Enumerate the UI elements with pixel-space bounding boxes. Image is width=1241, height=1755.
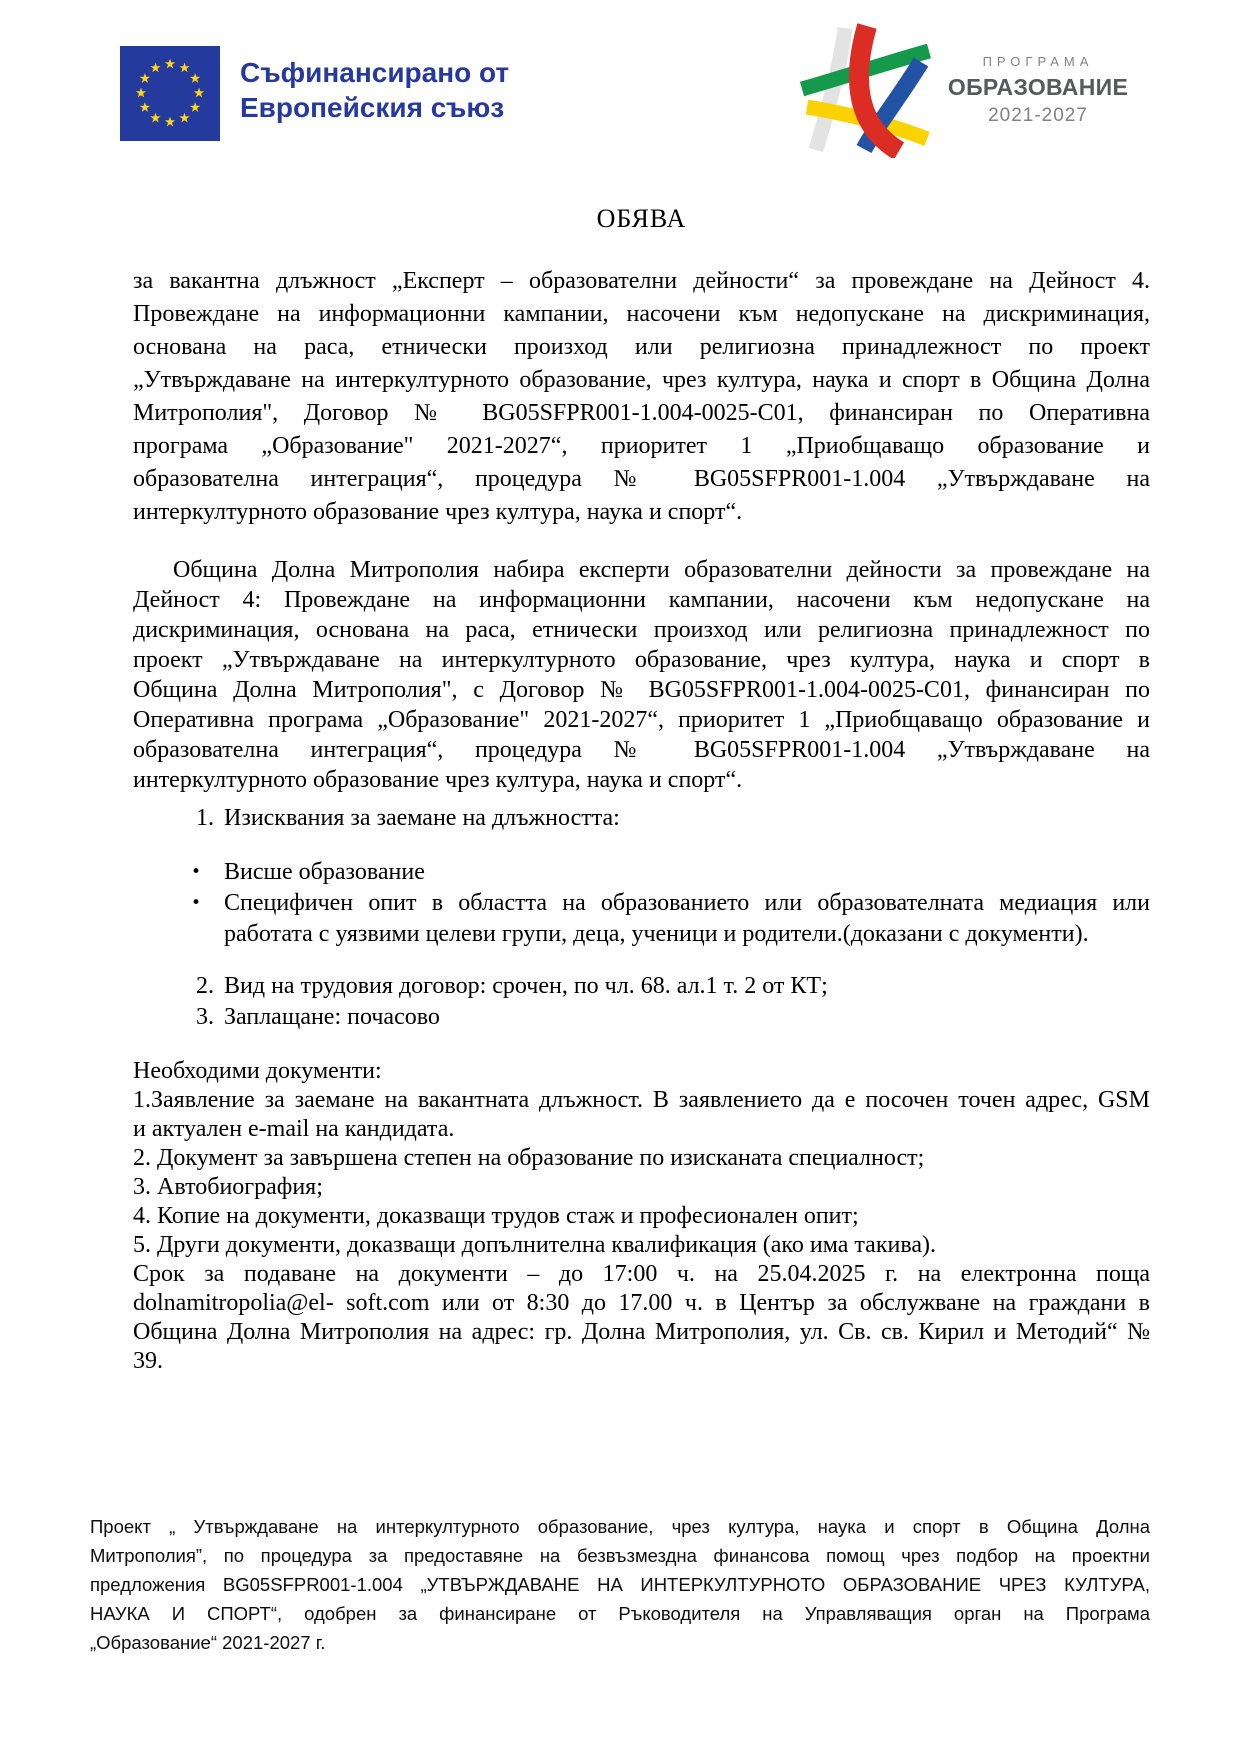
bullet-icon: • — [191, 862, 202, 882]
program-logo-program-label: ПРОГРАМА — [982, 54, 1094, 69]
requirement-bullet-experience-text: Специфичен опит в областта на образованието или образователната медиация или работата с уязвими целеви групи, деца, ученици и родители.(доказани с документи). — [224, 890, 1150, 947]
requirements-item-label: Изисквания за заемане на длъжността: — [224, 805, 620, 831]
eu-cofunded-line2: Европейския съюз — [240, 92, 505, 123]
requirements-item — [133, 803, 1150, 834]
deadline-paragraph: Срок за подаване на документи – до 17:00 ч. на 25.04.2025 г. на електронна поща dolnamitropolia@el- soft.com или от 8:30 до 17.00 ч. в Център за обслужване на граждани в Община Долна Митрополия на адрес: гр. Долна Митрополия, ул. Св. св. Кирил и Методий“ № 39. — [133, 1261, 1150, 1374]
program-logo-period-label: 2021-2027 — [988, 105, 1088, 126]
eu-cofunded-line1: Съфинансирано от — [240, 57, 510, 88]
payment-number: 3. — [196, 1004, 214, 1030]
payment-text: Заплащане: почасово — [224, 1004, 440, 1030]
documents-heading: Необходими документи: — [133, 1058, 382, 1084]
document-item-degree: 2. Документ за завършена степен на образование по изисканата специалност; — [133, 1145, 925, 1171]
document-item-other: 5. Други документи, доказващи допълнителна квалификация (ако има такива). — [133, 1232, 936, 1258]
document-item-experience-proof: 4. Копие на документи, доказващи трудов стаж и професионален опит; — [133, 1203, 859, 1229]
program-logo-education-label: ОБРАЗОВАНИЕ — [947, 74, 1129, 100]
requirement-bullet-education — [133, 857, 1150, 888]
page-title: ОБЯВА — [596, 204, 687, 233]
footer-project-note — [90, 1512, 1150, 1657]
document-item-application: 1.Заявление за заемане на вакантната длъжност. В заявлението да е посочен точен адрес, GSM и актуален e-mail на кандидата. — [133, 1087, 1150, 1142]
requirement-bullet-education-text: Висше образование — [224, 859, 425, 885]
requirement-bullet-experience — [133, 888, 1150, 950]
document-body — [133, 0, 1150, 1376]
contract-type-number: 2. — [196, 973, 214, 999]
bullet-icon: • — [191, 893, 202, 913]
announcement-paragraph-1: за вакантна длъжност „Експерт – образователни дейности“ за провеждане на Дейност 4. Провеждане на информационни кампании, насочени към недопускане на дискриминация, основана на раса, етнически произход или религиозна принадлежност по проект „Утвърждаване на интеркултурното образование, чрез култура, наука и спорт в Община Долна Митрополия", Договор № BG05SFPR001-1.004-0025-C01, финансиран по Оперативна програма „Образование" 2021-2027“, приоритет 1 „Приобщаващо образование и образователна интеграция“, процедура № BG05SFPR001-1.004 „Утвърждаване на интеркултурното образование чрез култура, наука и спорт“. — [133, 268, 1150, 525]
announcement-paragraph-2: Община Долна Митрополия набира експерти образователни дейности за провеждане на Дейност 4: Провеждане на информационни кампании, насочени към недопускане на дискриминация, основана на раса, етнически произход или религиозна принадлежност по проект „Утвърждаване на интеркултурното образование, чрез култура, наука и спорт в Община Долна Митрополия", с Договор № BG05SFPR001-1.004-0025-C01, финансиран по Оперативна програма „Образование" 2021-2027“, приоритет 1 „Приобщаващо образование и образователна интеграция“, процедура № BG05SFPR001-1.004 „Утвърждаване на интеркултурното образование чрез култура, наука и спорт“. — [133, 557, 1150, 793]
contract-type-item — [133, 971, 1150, 1002]
payment-item — [133, 1002, 1150, 1033]
requirements-item-number: 1. — [196, 805, 214, 831]
contract-type-text: Вид на трудовия договор: срочен, по чл. 68. ал.1 т. 2 от КТ; — [224, 973, 828, 999]
document-item-cv: 3. Автобиография; — [133, 1174, 323, 1200]
footer-project-note-text: Проект „ Утвърждаване на интеркултурното образование, чрез култура, наука и спорт в Община Долна Митрополия”, по процедура за предоставяне на безвъзмездна финансова помощ чрез подбор на проектни предложения BG05SFPR001-1.004 „УТВЪРЖДАВАНЕ НА ИНТЕРКУЛТУРНОТО ОБРАЗОВАНИЕ ЧРЕЗ КУЛТУРА, НАУКА И СПОРТ“, одобрен за финансиране от Ръководителя на Управляващия орган на Програма „Образование“ 2021-2027 г. — [90, 1516, 1150, 1653]
